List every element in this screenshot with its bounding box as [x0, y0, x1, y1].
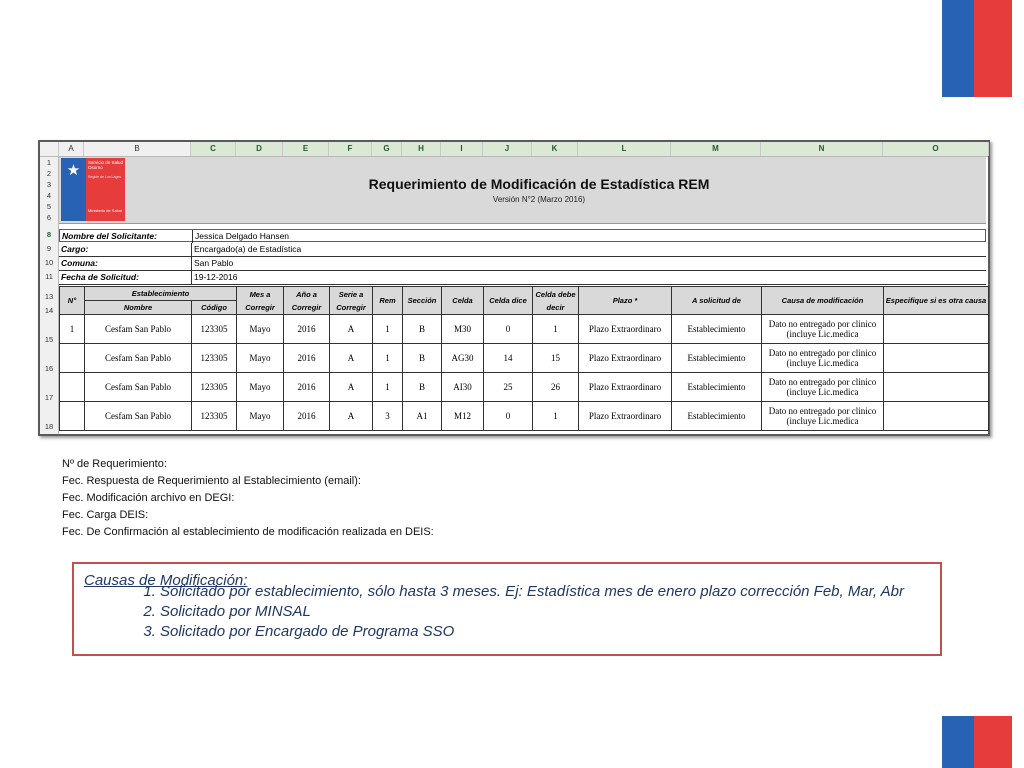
header-rem: Rem [373, 287, 403, 315]
row-number: 3 [46, 180, 52, 189]
column-header: I [441, 142, 483, 156]
cell-anio: 2016 [284, 373, 330, 402]
row-number: 4 [46, 191, 52, 200]
cell-plazo: Plazo Extraordinaro [579, 373, 672, 402]
info-value: San Pablo [191, 257, 986, 270]
cell-rem: 1 [373, 315, 403, 344]
cell-debe: 1 [533, 402, 579, 431]
note-line: Fec. Modificación archivo en DEGI: [62, 492, 235, 504]
info-label: Fecha de Solicitud: [61, 272, 139, 282]
row-number: 18 [44, 422, 54, 431]
cell-seccion: B [403, 344, 442, 373]
cell-mes: Mayo [237, 344, 284, 373]
cell-plazo: Plazo Extraordinaro [579, 315, 672, 344]
row-number: 13 [44, 292, 54, 301]
column-header: E [283, 142, 329, 156]
header-celda-debe: Celda debe decir [533, 287, 579, 315]
info-value: 19-12-2016 [191, 271, 986, 284]
cell-seccion: B [403, 315, 442, 344]
cell-codigo: 123305 [192, 315, 237, 344]
header-celda-dice: Celda dice [484, 287, 533, 315]
column-header: M [671, 142, 761, 156]
flag-red-stripe [974, 0, 1012, 97]
row-number: 11 [45, 272, 53, 281]
cell-celda: AI30 [442, 373, 484, 402]
info-row-cargo [59, 243, 986, 257]
cell-serie: A [330, 373, 373, 402]
row-header-bar [40, 157, 59, 434]
cell-n [60, 373, 85, 402]
logo-text: Región de Los Lagos [88, 175, 122, 179]
table-row [60, 344, 989, 373]
row-number: 9 [46, 244, 52, 253]
cell-serie: A [330, 402, 373, 431]
cell-rem: 3 [373, 402, 403, 431]
cell-debe: 15 [533, 344, 579, 373]
header-plazo: Plazo * [579, 287, 672, 315]
row-number: 5 [46, 202, 52, 211]
cell-mes: Mayo [237, 315, 284, 344]
note-line: Fec. Carga DEIS: [62, 509, 149, 521]
cell-causa: Dato no entregado por clinico (incluye Lic.medica [762, 373, 884, 402]
cause-item: 2. Solicitado por MINSAL [160, 602, 904, 622]
flag-red-stripe [974, 716, 1012, 768]
cell-solicitud: Establecimiento [672, 402, 762, 431]
flag-blue-stripe [942, 716, 974, 768]
cell-especifique [884, 373, 989, 402]
column-header: B [84, 142, 191, 156]
cell-serie: A [330, 315, 373, 344]
info-row-comuna [59, 257, 986, 271]
causes-heading: Causas de Modificación: [84, 572, 248, 589]
table-row [60, 402, 989, 431]
column-header: N [761, 142, 883, 156]
cell-solicitud: Establecimiento [672, 373, 762, 402]
row-number: 16 [44, 364, 54, 373]
cell-codigo: 123305 [192, 373, 237, 402]
header-seccion: Sección [403, 287, 442, 315]
cell-mes: Mayo [237, 402, 284, 431]
spreadsheet-image [38, 140, 990, 436]
cell-anio: 2016 [284, 344, 330, 373]
notes-block [62, 456, 434, 541]
cell-causa: Dato no entregado por clinico (incluye Lic.medica [762, 402, 884, 431]
cell-especifique [884, 315, 989, 344]
cell-seccion: A1 [403, 402, 442, 431]
column-header: L [578, 142, 671, 156]
row-number: 15 [44, 335, 54, 344]
cell-celda: M12 [442, 402, 484, 431]
cell-celda: M30 [442, 315, 484, 344]
causes-list [136, 582, 904, 642]
row-number: 17 [44, 393, 54, 402]
note-line: Nº de Requerimiento: [62, 458, 167, 470]
cell-serie: A [330, 344, 373, 373]
info-value: Encargado(a) de Estadística [191, 243, 986, 256]
column-header: G [372, 142, 402, 156]
cell-solicitud: Establecimiento [672, 344, 762, 373]
header-n: N° [60, 287, 85, 315]
cell-nombre: Cesfam San Pablo [85, 402, 192, 431]
cell-rem: 1 [373, 373, 403, 402]
cell-dice: 14 [484, 344, 533, 373]
flag-blue-stripe [942, 0, 974, 97]
info-row-solicitante [59, 229, 986, 242]
cell-especifique [884, 402, 989, 431]
info-label: Cargo: [61, 244, 89, 254]
cell-nombre: Cesfam San Pablo [85, 315, 192, 344]
cell-nombre: Cesfam San Pablo [85, 373, 192, 402]
cell-dice: 0 [484, 315, 533, 344]
cell-nombre: Cesfam San Pablo [85, 344, 192, 373]
column-header: K [532, 142, 578, 156]
request-table [59, 286, 989, 431]
column-header: H [402, 142, 441, 156]
column-header-bar [40, 142, 988, 157]
note-line: Fec. Respuesta de Requerimiento al Establecimiento (email): [62, 475, 361, 487]
column-header: D [236, 142, 283, 156]
info-value: Jessica Delgado Hansen [192, 230, 987, 243]
column-header: C [191, 142, 236, 156]
column-header: O [883, 142, 989, 156]
cell-celda: AG30 [442, 344, 484, 373]
header-celda: Celda [442, 287, 484, 315]
info-row-fecha [59, 271, 986, 285]
cell-n: 1 [60, 315, 85, 344]
sheet-banner [59, 157, 986, 224]
note-line: Fec. De Confirmación al establecimiento de modificación realizada en DEIS: [62, 526, 434, 538]
sheet-version: Versión N°2 (Marzo 2016) [492, 195, 586, 204]
flag-decoration-bottom [942, 716, 1012, 768]
cell-codigo: 123305 [192, 344, 237, 373]
cell-mes: Mayo [237, 373, 284, 402]
info-label: Nombre del Solicitante: [62, 231, 157, 241]
corner-cell [40, 142, 59, 156]
row-number: 6 [46, 213, 52, 222]
cell-n [60, 402, 85, 431]
table-row [60, 315, 989, 344]
cell-rem: 1 [373, 344, 403, 373]
cell-debe: 1 [533, 315, 579, 344]
cause-item: 1. Solicitado por establecimiento, sólo hasta 3 meses. Ej: Estadística mes de enero plazo corrección Feb, Mar, Abr [160, 582, 904, 602]
logo-text: Ministerio de Salud [88, 208, 123, 213]
star-icon: ★ [66, 162, 81, 179]
row-number: 10 [44, 258, 54, 267]
cell-codigo: 123305 [192, 402, 237, 431]
header-causa: Causa de modificación [762, 287, 884, 315]
cell-plazo: Plazo Extraordinaro [579, 344, 672, 373]
cell-debe: 26 [533, 373, 579, 402]
cell-anio: 2016 [284, 402, 330, 431]
table-row [60, 373, 989, 402]
header-anio: Año a Corregir [284, 287, 330, 315]
row-number: 2 [46, 169, 52, 178]
causes-box [72, 562, 942, 656]
row-number: 1 [46, 158, 52, 167]
header-codigo: Código [192, 301, 237, 315]
header-mes: Mes a Corregir [237, 287, 284, 315]
info-label: Comuna: [61, 258, 98, 268]
flag-decoration-top [942, 0, 1012, 97]
row-number: 8 [46, 230, 52, 239]
column-header: F [329, 142, 372, 156]
cell-dice: 0 [484, 402, 533, 431]
cell-plazo: Plazo Extraordinaro [579, 402, 672, 431]
header-nombre: Nombre [85, 301, 192, 315]
cell-especifique [884, 344, 989, 373]
cell-n [60, 344, 85, 373]
cell-causa: Dato no entregado por clinico (incluye Lic.medica [762, 315, 884, 344]
ministry-logo [61, 158, 125, 221]
column-header: J [483, 142, 532, 156]
cell-dice: 25 [484, 373, 533, 402]
cell-seccion: B [403, 373, 442, 402]
row-number: 14 [44, 306, 54, 315]
cause-item: 3. Solicitado por Encargado de Programa SSO [160, 622, 904, 642]
header-solicitud: A solicitud de [672, 287, 762, 315]
column-header: A [59, 142, 84, 156]
header-serie: Serie a Corregir [330, 287, 373, 315]
header-especifique: Especifique si es otra causa [884, 287, 989, 315]
cell-causa: Dato no entregado por clinico (incluye Lic.medica [762, 344, 884, 373]
sheet-title: Requerimiento de Modificación de Estadística REM [368, 176, 710, 192]
cell-solicitud: Establecimiento [672, 315, 762, 344]
header-establecimiento: Establecimiento [85, 287, 237, 301]
logo-text: Servicio de Salud Osorno [88, 160, 124, 170]
cell-anio: 2016 [284, 315, 330, 344]
